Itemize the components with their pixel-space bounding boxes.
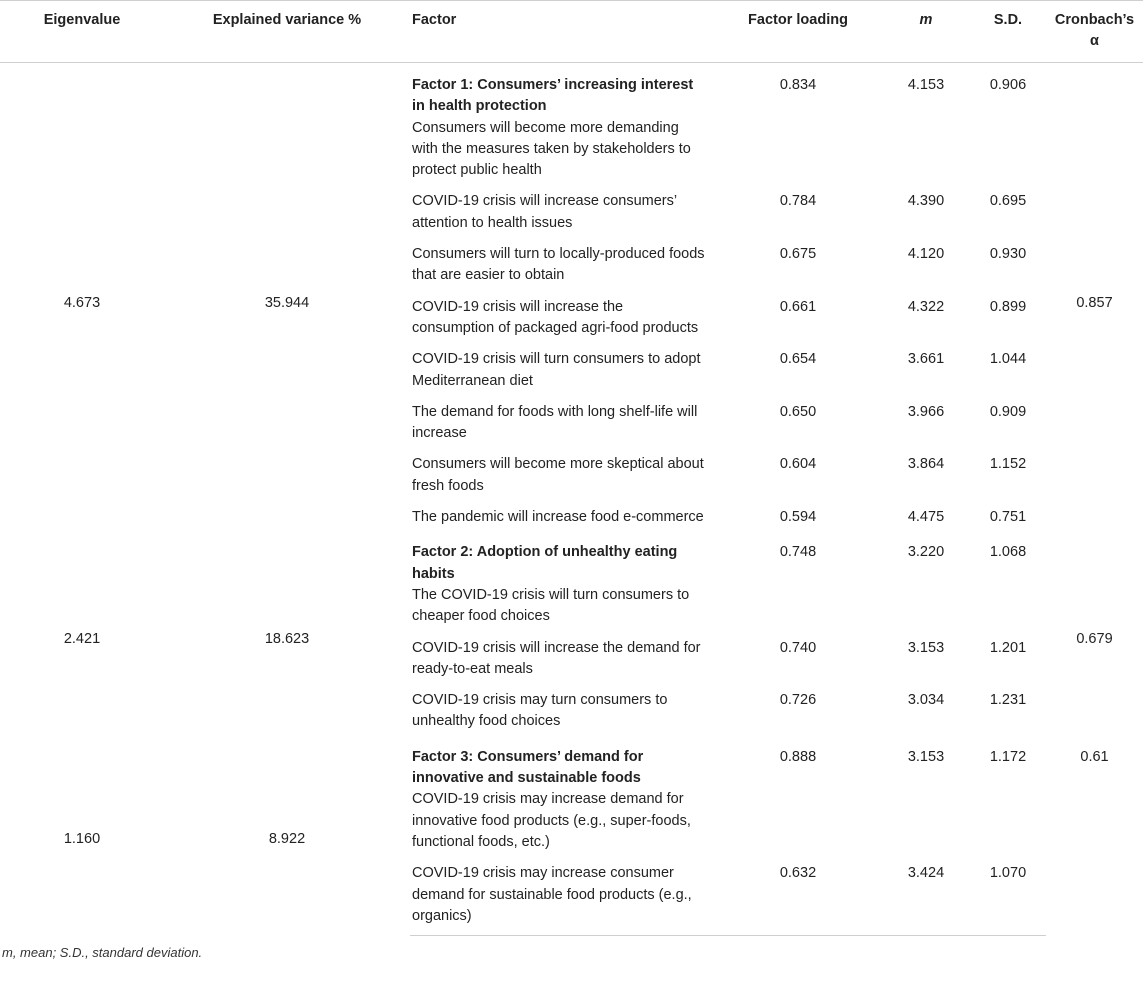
eigenvalue-cell: 1.160: [63, 830, 101, 847]
mean-cell: 4.153: [907, 77, 945, 93]
factor-group-title: Factor 2: Adoption of unhealthy eating habits: [412, 544, 678, 582]
factor-item-text: COVID-19 crisis may increase demand for innovative food products (e.g., super-foods, functional foods, etc.): [412, 791, 691, 850]
mean-cell: 4.390: [907, 193, 945, 210]
factor-item-text: COVID-19 crisis may turn consumers to unhealthy food choices: [412, 692, 668, 730]
header-row: [0, 1, 1143, 63]
explained-variance-cell: 8.922: [268, 830, 306, 847]
factor-loading-cell: 0.726: [779, 692, 817, 709]
factor-item-cell: [410, 63, 714, 186]
mean-cell: 3.153: [907, 748, 945, 765]
mean-cell: 3.034: [907, 692, 945, 709]
sd-cell: 0.751: [989, 509, 1027, 526]
eigenvalue-cell: 4.673: [63, 295, 101, 312]
sd-cell: 1.044: [989, 351, 1027, 368]
factor-loading-cell: 0.604: [779, 456, 817, 473]
factor-loading-cell: 0.632: [714, 857, 882, 935]
sd-cell: 1.172: [989, 748, 1027, 765]
explained-variance-cell: 18.623: [264, 630, 310, 647]
header-eigenvalue: Eigenvalue: [0, 1, 164, 63]
factor-item-cell: [410, 291, 714, 344]
sd-cell: 0.695: [989, 193, 1027, 210]
sd-cell: 0.909: [989, 403, 1027, 420]
cronbach-cell: 0.857: [1076, 295, 1113, 312]
mean-cell: 4.322: [907, 298, 945, 315]
factor-item-text: COVID-19 crisis will increase consumers’ attention to health issues: [412, 193, 677, 231]
factor-item-cell: [410, 857, 714, 935]
sd-cell: 1.070: [970, 857, 1046, 935]
cronbach-cell: 0.61: [1080, 748, 1109, 765]
factor-item-cell: [410, 448, 714, 501]
explained-variance-cell: 35.944: [264, 295, 310, 312]
factor-item-text: COVID-19 crisis will turn consumers to adopt Mediterranean diet: [412, 351, 701, 389]
factor-item-text: COVID-19 crisis will increase the consumption of packaged agri-food products: [412, 298, 699, 336]
header-factor: Factor: [410, 1, 714, 63]
factor-loading-cell: 0.740: [779, 639, 817, 656]
factor-loading-cell: 0.654: [779, 351, 817, 368]
header-cronbach: Cronbach’s α: [1046, 1, 1143, 63]
mean-cell: 3.153: [907, 639, 945, 656]
factor-item-text: COVID-19 crisis will increase the demand for ready-to-eat meals: [412, 639, 701, 677]
eigenvalue-cell: 2.421: [63, 630, 101, 647]
mean-cell: 3.220: [907, 544, 945, 561]
factor-item-text: COVID-19 crisis may increase consumer demand for sustainable food products (e.g., organics): [412, 865, 692, 924]
mean-cell: 4.120: [907, 246, 945, 263]
factor-loading-cell: 0.650: [779, 403, 817, 420]
table-body: [0, 63, 1143, 936]
table-footnote: m, mean; S.D., standard deviation.: [2, 945, 203, 961]
factor-item-text: The pandemic will increase food e-commerce: [412, 509, 704, 526]
mean-cell: 3.864: [907, 456, 945, 473]
sd-cell: 1.201: [989, 639, 1027, 656]
factor-loading-cell: 0.834: [779, 77, 817, 93]
factor-item-text: Consumers will become more demanding with the measures taken by stakeholders to protect public health: [412, 119, 691, 179]
factor-item-cell: [410, 536, 714, 631]
sd-cell: 0.906: [989, 77, 1027, 93]
factor-loading-cell: 0.661: [779, 298, 817, 315]
factor-item-text: Consumers will turn to locally-produced foods that are easier to obtain: [412, 246, 705, 284]
factor-item-cell: [410, 501, 714, 536]
factor-item-cell: [410, 238, 714, 291]
table-row: [0, 741, 1143, 857]
sd-cell: 1.152: [989, 456, 1027, 473]
mean-cell: 4.475: [907, 509, 945, 526]
factor-group-title: Factor 3: Consumers’ demand for innovative and sustainable foods: [412, 748, 644, 787]
factor-item-cell: [410, 343, 714, 396]
cronbach-cell: 0.679: [1076, 630, 1113, 647]
factor-loading-cell: 0.784: [779, 193, 817, 210]
table-row: [0, 63, 1143, 186]
factor-item-text: The demand for foods with long shelf-life will increase: [412, 403, 698, 442]
factor-item-text: The COVID-19 crisis will turn consumers to cheaper food choices: [412, 586, 690, 625]
factor-item-text: Consumers will become more skeptical about fresh foods: [412, 456, 704, 494]
factor-item-cell: [410, 741, 714, 857]
table-row: [0, 536, 1143, 631]
sd-cell: 1.068: [989, 544, 1027, 561]
factor-loading-cell: 0.594: [779, 509, 817, 526]
factor-item-cell: [410, 632, 714, 685]
header-factor-loading: Factor loading: [714, 1, 882, 63]
header-sd: S.D.: [970, 1, 1046, 63]
factor-loading-cell: 0.748: [779, 544, 817, 561]
header-mean: m: [882, 1, 970, 63]
sd-cell: 1.231: [989, 692, 1027, 709]
factor-item-cell: [410, 396, 714, 449]
factor-loading-cell: 0.888: [779, 748, 817, 765]
sd-cell: 0.899: [989, 298, 1027, 315]
factor-item-cell: [410, 185, 714, 238]
factor-item-cell: [410, 684, 714, 741]
mean-cell: 3.424: [882, 857, 970, 935]
mean-cell: 3.966: [907, 403, 945, 420]
factor-loading-cell: 0.675: [779, 246, 817, 263]
sd-cell: 0.930: [989, 246, 1027, 263]
factor-group-title: Factor 1: Consumers’ increasing interest in health protection: [412, 77, 694, 115]
header-explained-variance: Explained variance %: [164, 1, 410, 63]
mean-cell: 3.661: [907, 351, 945, 368]
